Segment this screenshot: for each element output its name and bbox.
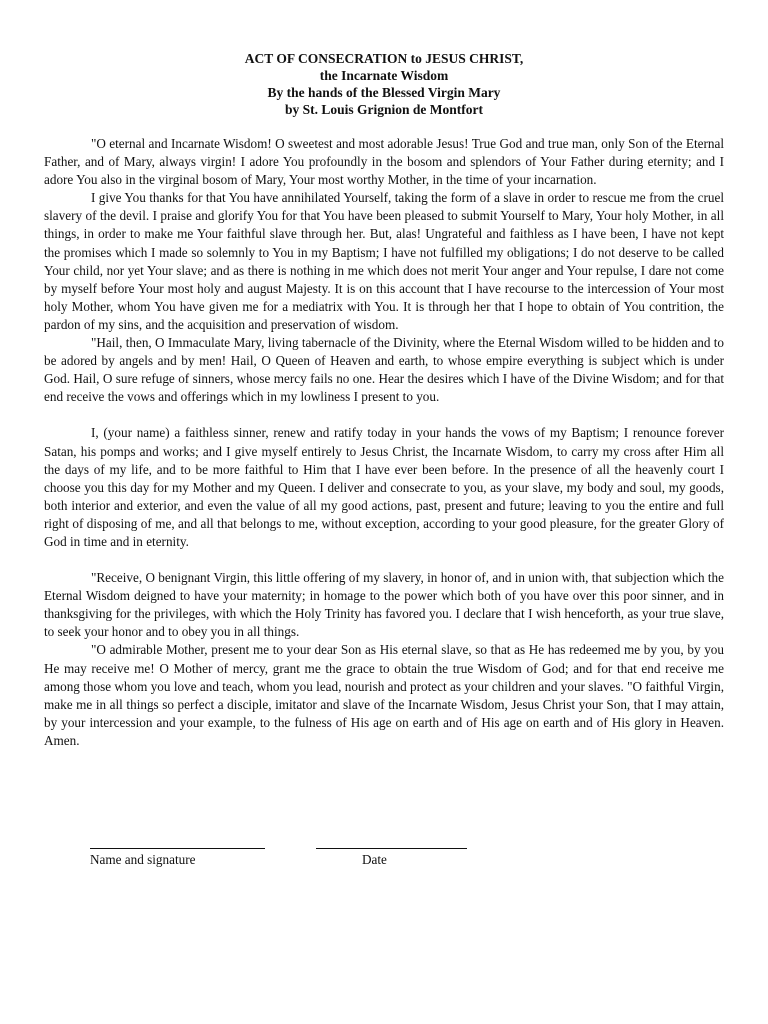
paragraph-5: "Receive, O benignant Virgin, this little offering of my slavery, in honor of, and in union with, that subjection which the Eternal Wisdom deigned to have your maternity; in homage to the power which both of you have over this poor sinner, and in thanksgiving for the privileges, with which the Holy Trinity has favored you. I declare that I wish henceforth, as your true slave, to seek your honor and to obey you in all things. <box>44 570 724 640</box>
paragraph-spacer <box>44 551 724 569</box>
paragraph-1: "O eternal and Incarnate Wisdom! O sweetest and most adorable Jesus! True God and true man, only Son of the Eternal Father, and of Mary, always virgin! I adore You profoundly in the bosom and splendors of Your Father during eternity; and I adore You also in the virginal bosom of Mary, Your most worthy Mother, in the time of your incarnation. <box>44 136 724 188</box>
paragraph-spacer <box>44 406 724 424</box>
signature-area <box>44 848 724 888</box>
title-line-3: By the hands of the Blessed Virgin Mary <box>267 85 501 100</box>
title-line-4: by St. Louis Grignion de Montfort <box>284 102 484 117</box>
name-signature-label: Name and signature <box>90 852 196 867</box>
title-line-2: the Incarnate Wisdom <box>319 68 449 83</box>
paragraph-6: "O admirable Mother, present me to your dear Son as His eternal slave, so that as He has redeemed me by you, by you He may receive me! O Mother of mercy, grant me the grace to obtain the true Wisdom of God; and for that end receive me among those whom you love and teach, whom you lead, nourish and protect as your children and your slaves. "O faithful Virgin, make me in all things so perfect a disciple, imitator and slave of the Incarnate Wisdom, Jesus Christ your Son, that I may attain, by your intercession and your example, to the fulness of His age on earth and of His age on earth and of His glory in Heaven. Amen. <box>44 642 724 748</box>
date-line[interactable] <box>316 848 467 849</box>
date-label: Date <box>362 852 387 867</box>
title-line-1: ACT OF CONSECRATION to JESUS CHRIST, <box>244 51 524 66</box>
paragraph-2: I give You thanks for that You have annihilated Yourself, taking the form of a slave in order to rescue me from the cruel slavery of the devil. I praise and glorify You for that You have been pleased to submit Yourself to Mary, Your holy Mother, in all things, in order to make me Your faithful slave through her. But, alas! Ungrateful and faithless as I have been, I have not kept the promises which I made so solemnly to You in my Baptism; I have not fulfilled my obligations; I do not deserve to be called Your child, nor yet Your slave; and as there is nothing in me which does not merit Your anger and Your repulse, I dare not come by myself before Your most holy and august Majesty. It is on this account that I have recourse to the intercession of Your most holy Mother, whom You have given me for a mediatrix with You. It is through her that I hope to obtain of You contrition, the pardon of my sins, and the acquisition and preservation of wisdom. <box>44 190 724 332</box>
document-page <box>44 50 724 867</box>
paragraph-4: I, (your name) a faithless sinner, renew and ratify today in your hands the vows of my Baptism; I renounce forever Satan, his pomps and works; and I give myself entirely to Jesus Christ, the Incarnate Wisdom, to carry my cross after Him all the days of my life, and to be more faithful to Him that I have ever been before. In the presence of all the heavenly court I choose you this day for my Mother and my Queen. I deliver and consecrate to you, as your slave, my body and soul, my goods, both interior and exterior, and even the value of all my good actions, past, present and future; leaving to you the entire and full right of disposing of me, and all that belongs to me, without exception, according to your good pleasure, for the greater Glory of God in time and in eternity. <box>44 425 724 549</box>
document-title <box>44 50 724 118</box>
paragraph-3: "Hail, then, O Immaculate Mary, living tabernacle of the Divinity, where the Eternal Wisdom willed to be hidden and to be adored by angels and by men! Hail, O Queen of Heaven and earth, to whose empire everything is subject which is under God. Hail, O sure refuge of sinners, whose mercy fails no one. Hear the desires which I have of the Divine Wisdom; and for that end receive the vows and offerings which in my lowliness I present to you. <box>44 335 724 405</box>
name-signature-line[interactable] <box>90 848 265 849</box>
